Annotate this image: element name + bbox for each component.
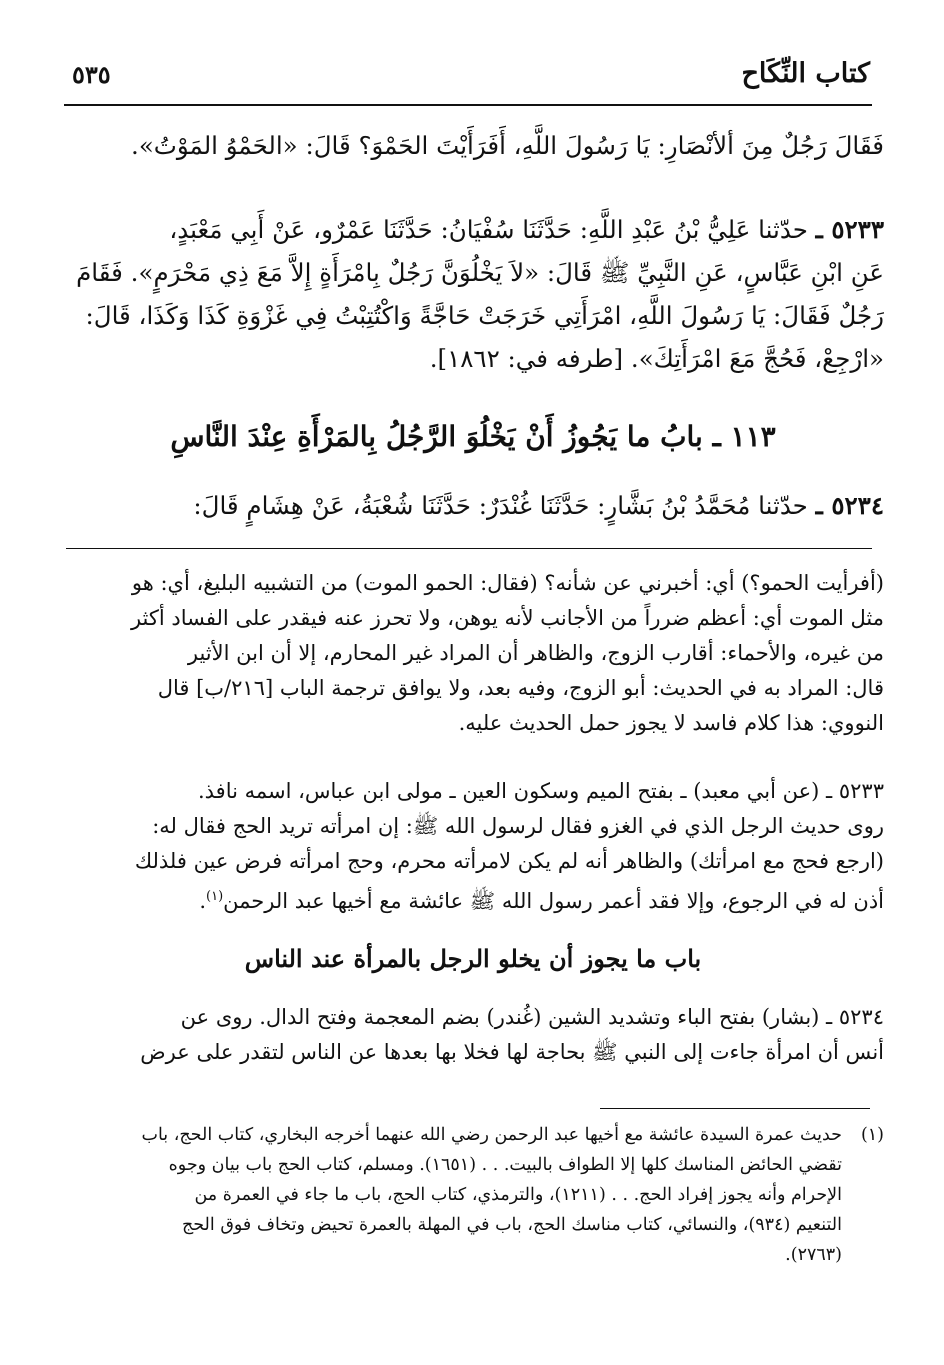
commentary-line: النووي: هذا كلام فاسد لا يجوز حمل الحديث عليه.: [458, 711, 884, 735]
footnote-line: التنعيم (٩٣٤)، والنسائي، كتاب مناسك الحج، باب في المهلة بالعمرة تحيض وتخاف فوق الحج: [181, 1215, 842, 1235]
commentary-paragraph: [62, 1000, 884, 1070]
commentary-line: روى حديث الرجل الذي في الغزو فقال لرسول الله ﷺ: إن امرأته تريد الحج فقال له:: [152, 814, 884, 838]
header-rule: [64, 104, 872, 106]
hadith-line: فَقَالَ رَجُلٌ مِنَ ألأنْصَارِ: يَا رَسُولَ اللَّهِ، أَفَرَأَيْتَ الحَمْوَ؟ قَالَ: «الحَمْوُ المَوْتُ».: [131, 131, 884, 160]
footnote-line: تقضي الحائض المناسك كلها إلا الطواف بالبيت. . . (١٦٥١). ومسلم، كتاب الحج باب بيان وجوه: [168, 1155, 842, 1175]
hadith-continuation: [62, 124, 884, 167]
footnote-reference: (١): [206, 889, 224, 904]
footnotes: [62, 1120, 884, 1270]
footnote-line: [62, 1120, 884, 1150]
footnote-marker: (١): [860, 1125, 884, 1145]
footnote-line: الإحرام وأنه يجوز إفراد الحج. . . (١٢١١)، والترمذي، كتاب الحج، باب ما جاء في العمرة من: [194, 1185, 842, 1205]
commentary-line: من غيره، والأحماء: أقارب الزوج، والظاهر أن المراد غير المحارم، إلا أن ابن الأثير: [187, 641, 884, 665]
hadith-line: عَنِ ابْنِ عَبَّاسٍ، عَنِ النَّبِيِّ ﷺ قَالَ: «لاَ يَخْلُوَنَّ رَجُلٌ بِامْرَأَةٍ إِلاَّ مَعَ ذِي مَحْرَمٍ». فَقَامَ: [76, 258, 884, 287]
hadith-line: «ارْجِعْ، فَحُجَّ مَعَ امْرَأَتِكَ». [طرفه في: ١٨٦٢].: [429, 344, 884, 373]
hadith-number: ٥٢٣٣ ـ: [815, 215, 884, 244]
hadith-5233: [62, 208, 884, 380]
commentary-line: مثل الموت أي: أعظم ضرراً من الأجانب لأنه يوهن، ولا تحرز عنه فيقدر على الفساد أكثر: [130, 606, 884, 630]
sub-heading: باب ما يجوز أن يخلو الرجل بالمرأة عند الناس: [244, 944, 702, 973]
commentary-line: ٥٢٣٣ ـ (عن أبي معبد) ـ بفتح الميم وسكون العين ـ مولى ابن عباس، اسمه نافذ.: [197, 779, 884, 803]
commentary-line: (ارجع فحج مع امرأتك) والظاهر أنه لم يكن لامرأته محرم، وحج امرأته فرض عين فلذلك: [134, 849, 884, 873]
chapter-heading: ١١٣ ـ بابُ ما يَجُوزُ أَنْ يَخْلُوَ الرَّجُلُ بِالمَرْأَةِ عِنْدَ النَّاسِ: [170, 420, 776, 453]
hadith-text: حدّثنا مُحَمَّدُ بْنُ بَشَّارٍ: حَدَّثَنَا غُنْدَرٌ: حَدَّثَنَا شُعْبَةُ، عَنْ هِشَامٍ قَالَ:: [193, 491, 808, 520]
page-number: ٥٣٥: [72, 60, 111, 89]
hadith-line: رَجُلٌ فَقَالَ: يَا رَسُولَ اللَّهِ، امْرَأَتِي خَرَجَتْ حَاجَّةً وَاكْتُتِبْتُ فِي غَزْوَةِ كَذَا وَكَذَا، قَالَ:: [85, 301, 884, 330]
footnote-text: حديث عمرة السيدة عائشة مع أخيها عبد الرحمن رضي الله عنهما أخرجه البخاري، كتاب الحج، باب: [141, 1125, 842, 1145]
book-title: كتاب النِّكَاح: [741, 58, 870, 89]
footnote-line: (٢٧٦٣).: [785, 1245, 842, 1265]
page-header: [64, 58, 870, 106]
commentary-line: قال: المراد به في الحديث: أبو الزوج، وفيه بعد، ولا يوافق ترجمة الباب [٢١٦/ب] قال: [157, 676, 884, 700]
footnote-rule: [600, 1108, 870, 1109]
commentary-line: [62, 879, 884, 914]
hadith-5234: [62, 484, 884, 527]
hadith-line: [62, 484, 884, 527]
commentary-line: أنس أن امرأة جاءت إلى النبي ﷺ بحاجة لها فخلا بها بعدها عن الناس لتقدر على عرض: [140, 1040, 884, 1064]
commentary-line: (أفرأيت الحمو؟) أي: أخبرني عن شأنه؟ (فقال: الحمو الموت) من التشبيه البليغ، أي: هو: [131, 571, 884, 595]
commentary-text: أذن له في الرجوع، وإلا فقد أعمر رسول الله ﷺ عائشة مع أخيها عبد الرحمن: [223, 889, 884, 913]
hadith-text: حدّثنا عَلِيُّ بْنُ عَبْدِ اللَّهِ: حَدَّثَنَا سُفْيَانُ: حَدَّثَنَا عَمْرٌو، عَنْ أَبِي مَعْبَدٍ،: [169, 215, 808, 244]
commentary-period: .: [199, 889, 207, 913]
commentary-line: ٥٢٣٤ ـ (بشار) بفتح الباء وتشديد الشين (غُندر) بضم المعجمة وفتح الدال. روى عن: [180, 1005, 884, 1029]
hadith-number: ٥٢٣٤ ـ: [815, 491, 884, 520]
commentary-paragraph: [62, 774, 884, 914]
text-divider: [66, 548, 872, 549]
hadith-line: [62, 208, 884, 251]
commentary-paragraph: [62, 566, 884, 741]
